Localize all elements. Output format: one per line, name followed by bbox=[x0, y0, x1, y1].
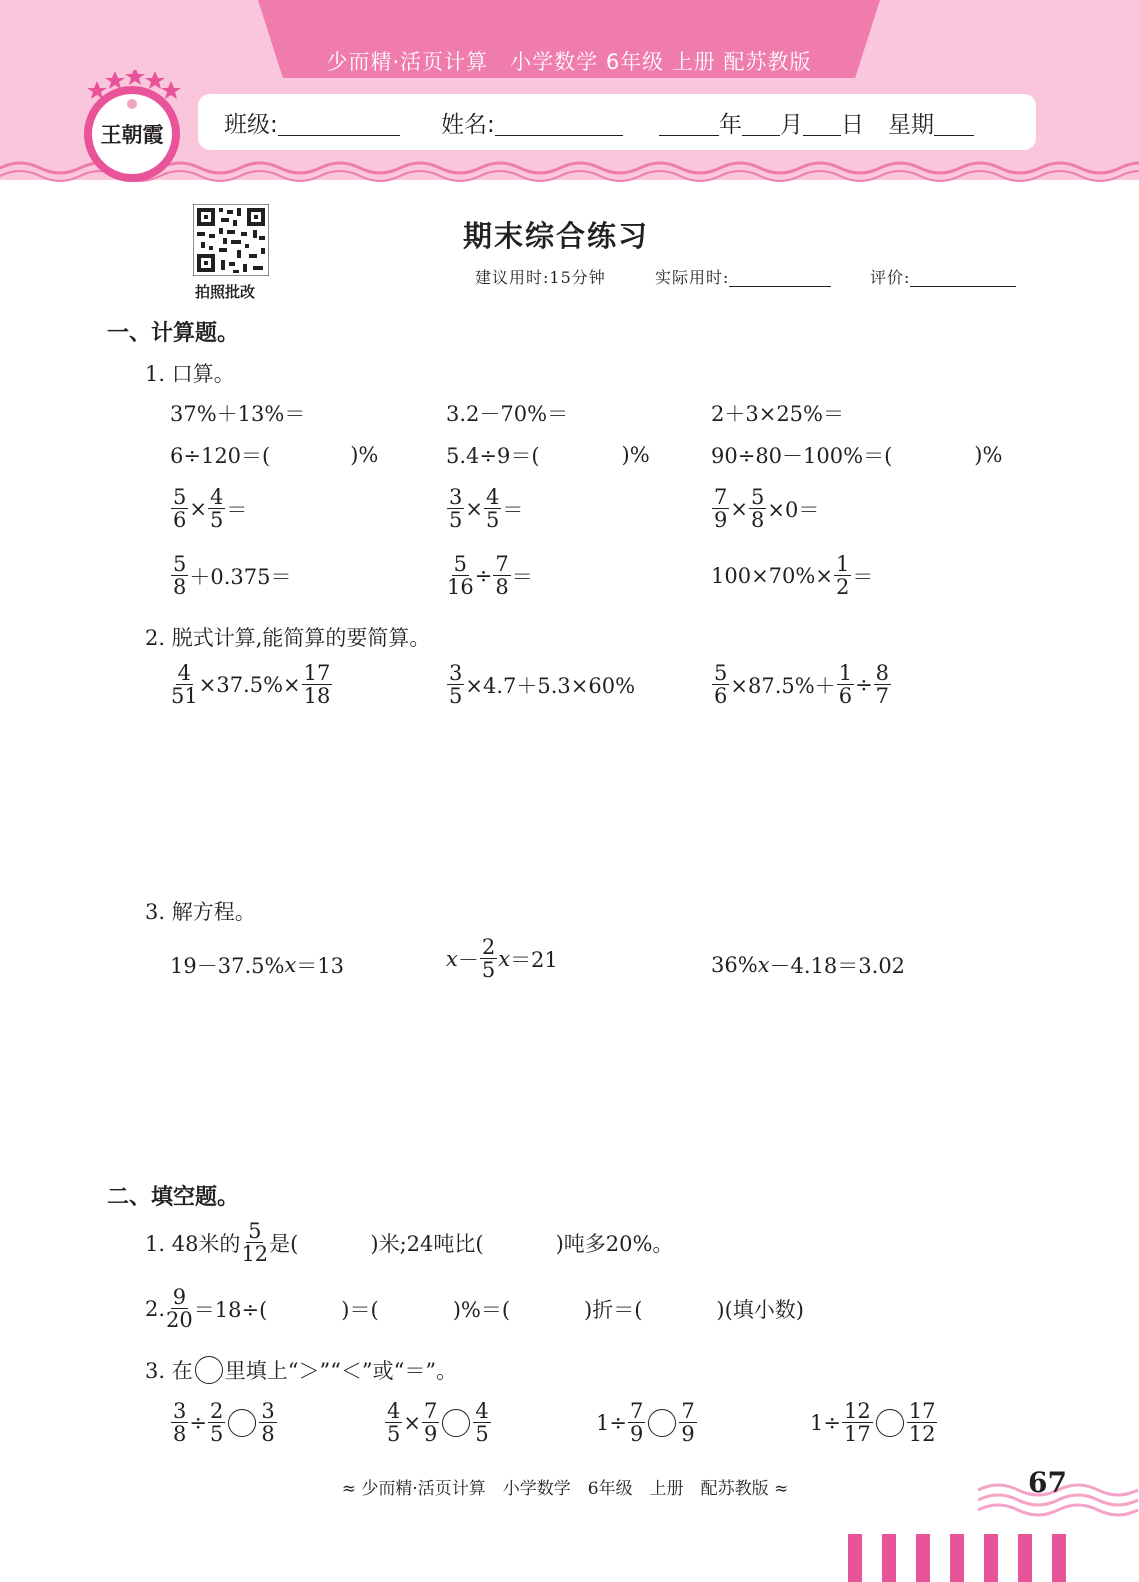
equation-problem: 19－37.5% x ＝13 bbox=[170, 953, 345, 978]
brand-logo bbox=[80, 70, 184, 188]
section-heading: 二、填空题。 bbox=[107, 1185, 240, 1210]
oral-problem: $\frac{5}{6}$ × $\frac{4}{5}$ ＝ bbox=[173, 485, 248, 533]
oral-problem: $\frac{3}{5}$ × $\frac{4}{5}$ ＝ bbox=[449, 485, 524, 533]
answer-circle[interactable] bbox=[228, 1409, 256, 1437]
fill-problem: 1. 48米的 5 12 是( )米;24吨比( )吨多20%。 bbox=[145, 1219, 674, 1267]
section-heading: 一、计算题。 bbox=[107, 321, 240, 346]
oral-problem: 37%＋13%＝ bbox=[170, 402, 306, 426]
actual-time-field[interactable]: 实际用时: bbox=[655, 265, 831, 288]
footer-series: ≈ 少而精·活页计算 小学数学 6年级 上册 配苏教版 ≈ bbox=[341, 1479, 789, 1499]
fill-problem: 2. 9 20 ＝18÷( )＝( )%＝( )折＝( )(填小数) bbox=[145, 1285, 805, 1333]
compare-problem: 1÷ $\frac{7}{9}$ 7 9 bbox=[596, 1399, 695, 1447]
oral-problem: $\frac{7}{9}$ × $\frac{5}{8}$ ×0＝ bbox=[714, 485, 820, 533]
question-label: 2. 脱式计算,能简算的要简算。 bbox=[145, 626, 431, 650]
qr-caption: 拍照批改 bbox=[195, 283, 256, 301]
oral-problem: 90÷80－100%＝( )% bbox=[711, 443, 1003, 468]
oral-problem: 3.2－70%＝ bbox=[446, 402, 569, 426]
calc-problem: $\frac{5}{6}$ ×87.5%＋ $\frac{1}{6}$ ÷ $\frac{8}{7}$ bbox=[714, 661, 890, 709]
qr-code[interactable] bbox=[193, 204, 269, 276]
oral-problem: 5.4÷9＝( )% bbox=[446, 443, 650, 468]
oral-problem: 5 8 ＋0.375＝ bbox=[173, 552, 292, 600]
oral-problem: 6÷120＝( )% bbox=[170, 443, 379, 468]
svg-text:王朝霞: 王朝霞 bbox=[100, 122, 164, 147]
calc-problem: $\frac{3}{5}$ ×4.7＋5.3×60% bbox=[449, 661, 636, 709]
page-number: 67 bbox=[1028, 1466, 1067, 1499]
question-label: 1. 口算。 bbox=[145, 362, 235, 386]
answer-circle[interactable] bbox=[442, 1409, 470, 1437]
oral-problem: 100×70%× $\frac{1}{2}$ ＝ bbox=[711, 552, 874, 600]
name-field[interactable]: 姓名: bbox=[441, 106, 623, 139]
page-title: 期末综合练习 bbox=[463, 219, 650, 253]
footer-bars-decoration bbox=[848, 1534, 1088, 1582]
calc-problem: $\frac{4}{51}$ ×37.5%× $\frac{17}{18}$ bbox=[171, 661, 331, 709]
compare-problem: 1÷ $\frac{12}{17}$ 17 12 bbox=[810, 1399, 936, 1447]
class-field[interactable]: 班级: bbox=[224, 106, 400, 139]
fill-problem: 3. 在 里填上“＞”“＜”或“＝”。 bbox=[145, 1355, 457, 1385]
answer-circle[interactable] bbox=[648, 1409, 676, 1437]
series-title: 少而精·活页计算 小学数学 6年级 上册 配苏教版 bbox=[326, 50, 812, 74]
question-label: 3. 解方程。 bbox=[145, 900, 256, 924]
evaluation-field[interactable]: 评价: bbox=[870, 265, 1016, 288]
suggested-time: 建议用时:15分钟 bbox=[475, 268, 606, 287]
compare-problem: $\frac{3}{8}$ ÷ $\frac{2}{5}$ 3 8 bbox=[173, 1399, 275, 1447]
equation-problem: x － 2 5 x ＝21 bbox=[446, 935, 558, 983]
date-field[interactable]: 年 月 日 星期 bbox=[659, 106, 974, 139]
answer-circle[interactable] bbox=[876, 1409, 904, 1437]
oral-problem: $\frac{5}{16}$ ÷ $\frac{7}{8}$ ＝ bbox=[447, 552, 533, 600]
equation-problem: 36% x －4.18＝3.02 bbox=[711, 953, 906, 978]
compare-problem: $\frac{4}{5}$ × $\frac{7}{9}$ 4 5 bbox=[387, 1399, 489, 1447]
compare-circle-icon bbox=[195, 1356, 223, 1384]
oral-problem: 2＋3×25%＝ bbox=[711, 402, 844, 426]
